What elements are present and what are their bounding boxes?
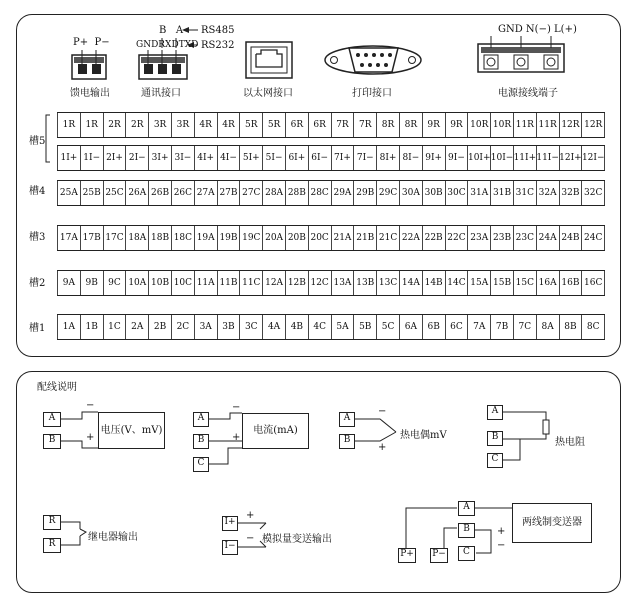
- terminal-cell: 14A: [400, 271, 423, 295]
- terminal-cell: 7R: [354, 113, 377, 137]
- terminal-cell: 12R: [560, 113, 583, 137]
- terminal-cell: 10R: [491, 113, 514, 137]
- feed-output-label: 馈电输出: [70, 88, 110, 99]
- terminal-cell: 7A: [468, 315, 491, 339]
- terminal-cell: 20B: [286, 226, 309, 250]
- rtd-terminal-b: B: [487, 431, 503, 446]
- terminal-cell: 8R: [400, 113, 423, 137]
- terminal-cell: 11I+: [514, 146, 537, 170]
- terminal-cell: 24A: [537, 226, 560, 250]
- tc-terminal-b: B: [339, 434, 355, 449]
- terminal-cell: 8B: [560, 315, 583, 339]
- terminal-cell: 20C: [309, 226, 332, 250]
- comm-ab-labels: B A: [159, 25, 184, 36]
- terminal-cell: 9B: [81, 271, 104, 295]
- voltage-terminal-a: A: [43, 412, 61, 427]
- terminal-cell: 14B: [423, 271, 446, 295]
- terminal-cell: 30A: [400, 181, 423, 205]
- terminal-cell: 8R: [377, 113, 400, 137]
- terminal-cell: 17A: [57, 226, 81, 250]
- terminal-cell: 21A: [332, 226, 355, 250]
- terminal-cell: 28B: [286, 181, 309, 205]
- rtd-label: 热电阻: [555, 437, 585, 448]
- terminal-cell: 28C: [309, 181, 332, 205]
- terminal-cell: 6I+: [286, 146, 309, 170]
- terminal-cell: 19C: [240, 226, 263, 250]
- terminal-cell: 1R: [57, 113, 81, 137]
- two-wire-box: 两线制变送器: [512, 503, 592, 543]
- terminal-cell: 23B: [491, 226, 514, 250]
- tw-minus: −: [497, 540, 506, 551]
- terminal-cell: 22C: [446, 226, 469, 250]
- analog-terminal-iminus: I−: [222, 540, 238, 555]
- terminal-cell: 11R: [537, 113, 560, 137]
- terminal-cell: 7B: [491, 315, 514, 339]
- terminal-cell: 21B: [354, 226, 377, 250]
- terminal-cell: 30B: [423, 181, 446, 205]
- wiring-title: 配线说明: [37, 382, 77, 393]
- terminal-cell: 9C: [104, 271, 127, 295]
- terminal-cell: 1C: [104, 315, 127, 339]
- terminal-cell: 24B: [560, 226, 583, 250]
- tw-terminal-c: C: [458, 546, 475, 561]
- slot1-label: 槽1: [29, 323, 46, 334]
- terminal-cell: 3R: [172, 113, 195, 137]
- terminal-cell: 32B: [560, 181, 583, 205]
- terminal-cell: 11I−: [537, 146, 560, 170]
- terminal-cell: 2B: [149, 315, 172, 339]
- terminal-cell: 10I+: [468, 146, 491, 170]
- current-box: 电流(mA): [242, 413, 309, 449]
- terminal-cell: 15C: [514, 271, 537, 295]
- analog-minus: −: [246, 533, 255, 544]
- terminal-cell: 2I−: [126, 146, 149, 170]
- terminal-cell: 5R: [263, 113, 286, 137]
- terminal-cell: 4I+: [195, 146, 218, 170]
- terminal-cell: 31A: [468, 181, 491, 205]
- terminal-cell: 20A: [263, 226, 286, 250]
- slot2-label: 槽2: [29, 278, 46, 289]
- current-terminal-b: B: [193, 434, 209, 449]
- terminal-cell: 11C: [240, 271, 263, 295]
- terminal-cell: 31B: [491, 181, 514, 205]
- tc-plus: +: [378, 442, 387, 453]
- terminal-cell: 11A: [195, 271, 218, 295]
- voltage-box: 电压(V、mV): [98, 412, 165, 449]
- terminal-cell: 32A: [537, 181, 560, 205]
- terminal-cell: 12I−: [582, 146, 605, 170]
- current-minus: −: [232, 402, 241, 413]
- tw-plus: +: [497, 526, 506, 537]
- terminal-cell: 21C: [377, 226, 400, 250]
- terminal-cell: 4I−: [218, 146, 241, 170]
- terminal-cell: 3I−: [172, 146, 195, 170]
- tw-terminal-pminus: P−: [430, 548, 448, 563]
- analog-plus: +: [246, 510, 255, 521]
- terminal-cell: 5A: [332, 315, 355, 339]
- rs485-label: RS485: [201, 25, 235, 36]
- terminal-cell: 26C: [172, 181, 195, 205]
- terminal-cell: 10C: [172, 271, 195, 295]
- terminal-cell: 2I+: [104, 146, 127, 170]
- terminal-cell: 1B: [81, 315, 104, 339]
- terminal-cell: 3B: [218, 315, 241, 339]
- relay-terminal-r2: R: [43, 538, 61, 553]
- terminal-cell: 6R: [309, 113, 332, 137]
- rtd-terminal-c: C: [487, 453, 503, 468]
- terminal-cell: 5I+: [240, 146, 263, 170]
- analog-terminal-iplus: I+: [222, 516, 238, 531]
- terminal-cell: 3R: [149, 113, 172, 137]
- relay-label: 继电器输出: [88, 532, 138, 543]
- rtd-terminal-a: A: [487, 405, 503, 420]
- terminal-cell: 4B: [286, 315, 309, 339]
- power-pins: GND N(−) L(+): [498, 24, 577, 35]
- terminal-cell: 5I−: [263, 146, 286, 170]
- tw-terminal-b: B: [458, 523, 475, 538]
- terminal-cell: 6B: [423, 315, 446, 339]
- terminal-cell: 6C: [446, 315, 469, 339]
- terminal-cell: 12I+: [560, 146, 583, 170]
- terminal-cell: 8I+: [377, 146, 400, 170]
- terminal-cell: 9R: [423, 113, 446, 137]
- terminal-cell: 31C: [514, 181, 537, 205]
- terminal-cell: 9I−: [446, 146, 469, 170]
- terminal-cell: 30C: [446, 181, 469, 205]
- slot4-label: 槽4: [29, 186, 46, 197]
- slot3-label: 槽3: [29, 232, 46, 243]
- terminal-cell: 13C: [377, 271, 400, 295]
- terminal-cell: 1R: [81, 113, 104, 137]
- terminal-cell: 10B: [149, 271, 172, 295]
- terminal-cell: 6I−: [309, 146, 332, 170]
- voltage-plus: +: [86, 432, 95, 443]
- terminal-cell: 13B: [354, 271, 377, 295]
- current-terminal-c: C: [193, 457, 209, 472]
- terminal-cell: 16B: [560, 271, 583, 295]
- terminal-cell: 5R: [240, 113, 263, 137]
- terminal-cell: 29C: [377, 181, 400, 205]
- terminal-cell: 12A: [263, 271, 286, 295]
- terminal-cell: 17C: [104, 226, 127, 250]
- terminal-cell: 4C: [309, 315, 332, 339]
- comm-pins: GNDRXDTXD: [136, 40, 199, 50]
- terminal-cell: 11B: [218, 271, 241, 295]
- voltage-minus: −: [86, 400, 95, 411]
- terminal-cell: 23A: [468, 226, 491, 250]
- rs232-label: RS232: [201, 40, 235, 51]
- terminal-cell: 19A: [195, 226, 218, 250]
- terminal-cell: 9A: [57, 271, 81, 295]
- terminal-cell: 26A: [126, 181, 149, 205]
- slot5-label: 槽5: [29, 136, 46, 147]
- terminal-cell: 1I−: [81, 146, 104, 170]
- terminal-cell: 8C: [582, 315, 605, 339]
- terminal-cell: 27C: [240, 181, 263, 205]
- terminal-cell: 18B: [149, 226, 172, 250]
- tc-minus: −: [378, 406, 387, 417]
- terminal-cell: 2R: [104, 113, 127, 137]
- terminal-cell: 15B: [491, 271, 514, 295]
- terminal-cell: 3I+: [149, 146, 172, 170]
- terminal-cell: 14C: [446, 271, 469, 295]
- terminal-cell: 13A: [332, 271, 355, 295]
- terminal-cell: 4R: [195, 113, 218, 137]
- terminal-cell: 11R: [514, 113, 537, 137]
- comm-label: 通讯接口: [141, 88, 181, 99]
- terminal-cell: 8A: [537, 315, 560, 339]
- terminal-cell: 25C: [104, 181, 127, 205]
- terminal-cell: 29A: [332, 181, 355, 205]
- terminal-cell: 28A: [263, 181, 286, 205]
- terminal-cell: 10I−: [491, 146, 514, 170]
- terminal-cell: 9R: [446, 113, 469, 137]
- voltage-terminal-b: B: [43, 434, 61, 449]
- feed-pins: P+ P−: [73, 37, 110, 48]
- terminal-cell: 5C: [377, 315, 400, 339]
- relay-terminal-r1: R: [43, 515, 61, 530]
- terminal-cell: 7I−: [354, 146, 377, 170]
- terminal-cell: 3A: [195, 315, 218, 339]
- terminal-cell: 4R: [218, 113, 241, 137]
- tw-terminal-pplus: P+: [398, 548, 416, 563]
- terminal-cell: 1I+: [57, 146, 81, 170]
- terminal-cell: 6R: [286, 113, 309, 137]
- printer-label: 打印接口: [352, 88, 392, 99]
- terminal-cell: 2A: [126, 315, 149, 339]
- terminal-cell: 2C: [172, 315, 195, 339]
- terminal-cell: 16A: [537, 271, 560, 295]
- terminal-cell: 3C: [240, 315, 263, 339]
- terminal-cell: 8I−: [400, 146, 423, 170]
- terminal-cell: 32C: [582, 181, 605, 205]
- tc-label: 热电偶mV: [400, 430, 447, 441]
- terminal-cell: 19B: [218, 226, 241, 250]
- terminal-cell: 25A: [57, 181, 81, 205]
- terminal-cell: 1A: [57, 315, 81, 339]
- terminal-cell: 7I+: [332, 146, 355, 170]
- terminal-cell: 4A: [263, 315, 286, 339]
- tc-terminal-a: A: [339, 412, 355, 427]
- terminal-cell: 24C: [582, 226, 605, 250]
- terminal-cell: 18C: [172, 226, 195, 250]
- terminal-cell: 2R: [126, 113, 149, 137]
- terminal-cell: 27B: [218, 181, 241, 205]
- terminal-cell: 12C: [309, 271, 332, 295]
- terminal-cell: 16C: [582, 271, 605, 295]
- terminal-cell: 10R: [468, 113, 491, 137]
- terminal-cell: 12B: [286, 271, 309, 295]
- current-plus: +: [232, 432, 241, 443]
- terminal-cell: 22A: [400, 226, 423, 250]
- current-terminal-a: A: [193, 412, 209, 427]
- terminal-cell: 7R: [332, 113, 355, 137]
- terminal-cell: 18A: [126, 226, 149, 250]
- terminal-cell: 17B: [81, 226, 104, 250]
- terminal-cell: 10A: [126, 271, 149, 295]
- terminal-cell: 29B: [354, 181, 377, 205]
- terminal-cell: 26B: [149, 181, 172, 205]
- terminal-cell: 25B: [81, 181, 104, 205]
- terminal-cell: 23C: [514, 226, 537, 250]
- terminal-cell: 5B: [354, 315, 377, 339]
- terminal-cell: 15A: [468, 271, 491, 295]
- terminal-cell: 12R: [582, 113, 605, 137]
- terminal-cell: 22B: [423, 226, 446, 250]
- terminal-cell: 9I+: [423, 146, 446, 170]
- terminal-cell: 7C: [514, 315, 537, 339]
- terminal-cell: 6A: [400, 315, 423, 339]
- terminal-cell: 27A: [195, 181, 218, 205]
- tw-terminal-a: A: [458, 501, 475, 516]
- ethernet-label: 以太网接口: [243, 88, 293, 99]
- power-label: 电源接线端子: [498, 88, 558, 99]
- analog-label: 模拟量变送输出: [262, 534, 332, 545]
